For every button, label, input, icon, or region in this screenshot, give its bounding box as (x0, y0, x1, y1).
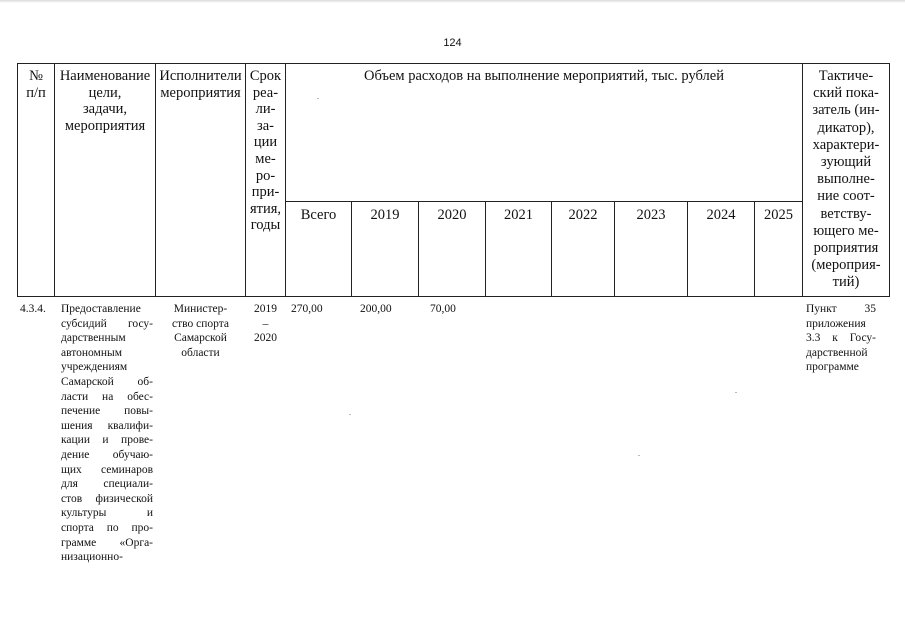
header-year-2022: 2022 (568, 207, 598, 223)
header-total: Всего (300, 207, 337, 223)
row-term: 2019 – 2020 (254, 303, 277, 345)
header-expenses: Объем расходов на выполнение мероприятий, тыс. рублей (363, 68, 724, 84)
header-name: Наименование цели, задачи, мероприятия (59, 68, 151, 134)
header-year-2025: 2025 (764, 207, 793, 223)
page-number: 124 (443, 37, 462, 49)
header-year-2021: 2021 (504, 207, 533, 223)
header-executors: Исполнители мероприятия (159, 68, 242, 101)
scan-speck (349, 414, 351, 415)
row-num: 4.3.4. (20, 303, 46, 315)
years-top-border (285, 201, 802, 202)
scan-speck (735, 392, 737, 393)
row-total: 270,00 (291, 303, 323, 315)
header-year-2020: 2020 (437, 207, 467, 223)
row-executor: Министер- ство спорта Самарской области (172, 303, 229, 359)
scan-speck (317, 98, 319, 99)
header-year-2023: 2023 (636, 207, 666, 223)
row-name: Предоставление субсидий госу- дарственным автономным учреждениям Самарской об- ласти на обес- печение повы- шения квалифи- кации и прове- дение обучаю- щих семинаров для специали- стов физической культуры и спорта по про- грамме «Орга- низационно- (61, 303, 153, 564)
scan-speck (638, 455, 640, 456)
header-term: Срок реа- ли- за- ции ме- ро- при- ятия, годы (249, 68, 282, 234)
header-num: № п/п (26, 68, 46, 101)
col-border-4 (285, 63, 286, 297)
header-year-2024: 2024 (706, 207, 736, 223)
header-indicator: Тактиче- ский пока- затель (ин- дикатор), характери- зующий выполне- ние соот- ветству- ющего ме- роприятия (мероприя- тий) (811, 68, 881, 291)
row-indicator: Пункт 35 приложения 3.3 к Госу- дарственной программе (806, 303, 876, 374)
col-border-right (889, 63, 890, 297)
row-2019: 200,00 (360, 303, 392, 315)
scan-top-edge (0, 0, 905, 3)
header-bottom-border (17, 296, 890, 297)
row-2020: 70,00 (430, 303, 456, 315)
header-year-2019: 2019 (370, 207, 400, 223)
table-top-border (17, 63, 890, 64)
